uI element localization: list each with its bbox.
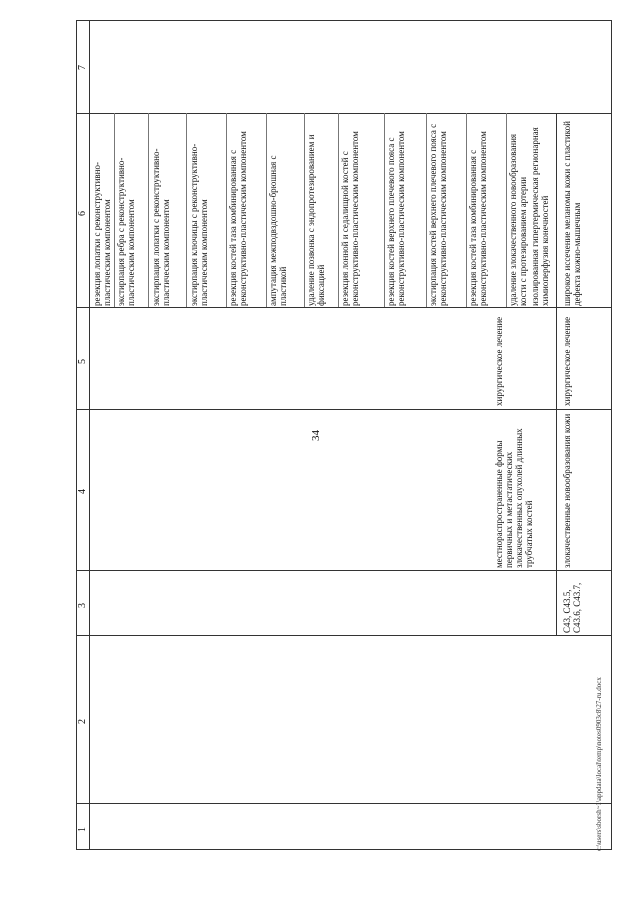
treatment-row1: хирургическое лечение: [494, 316, 504, 406]
method-divider: [226, 113, 227, 307]
column-divider-3-2: [76, 635, 612, 636]
method-item: экстирпация ключицы с реконструктивно-пластическим компонентом: [189, 143, 209, 306]
method-item: экстирпация лопатки с реконструктивно-пластическим компонентом: [151, 148, 171, 306]
method-divider: [384, 113, 385, 307]
method-item: резекция костей таза комбинированная с реконструктивно-пластическим компонентом: [468, 131, 488, 306]
method-divider: [266, 113, 267, 307]
page-number: 34: [310, 430, 322, 441]
method-item: изолированная гипертермическая регионарная химиоперфузия конечностей: [530, 127, 550, 306]
method-item: экстирпация ребра с реконструктивно-пластическим компонентом: [116, 157, 136, 306]
method-item: резекция лопатки с реконструктивно-пластическим компонентом: [92, 162, 112, 306]
codes-row2: C43, C43.5, C43.6, C43.7,: [562, 582, 582, 633]
method-item: удаление злокачественного новообразования кости с протезированием артерии: [508, 133, 528, 306]
description-row2: злокачественные новообразования кожи: [562, 413, 572, 568]
column-number-2: 2: [77, 719, 88, 724]
method-divider: [186, 113, 187, 307]
method-item: резекция костей верхнего плечевого пояса с реконструктивно-пластическим компонентом: [386, 131, 406, 306]
column-number-3: 3: [77, 603, 88, 608]
row-divider: [556, 113, 557, 635]
column-divider-7-6: [76, 113, 612, 114]
method-divider: [338, 113, 339, 307]
column-number-6: 6: [77, 211, 88, 216]
column-number-4: 4: [77, 489, 88, 494]
table-border-left: [76, 20, 77, 850]
header-strip-divider: [89, 20, 90, 850]
table-border-bottom: [76, 849, 612, 850]
method-item: удаление позвонка с эндопротезированием и фиксацией: [306, 134, 326, 306]
method-divider: [466, 113, 467, 307]
method-divider: [506, 113, 507, 307]
method-divider: [148, 113, 149, 307]
method-item: резекция костей таза комбинированная с реконструктивно-пластическим компонентом: [228, 131, 248, 306]
column-divider-5-4: [76, 409, 612, 410]
method-item: экстирпация костей верхнего плечевого пояса с реконструктивно-пластическим компонентом: [428, 123, 448, 306]
method-divider: [114, 113, 115, 307]
column-number-7: 7: [77, 65, 88, 70]
method-row2: широкое иссечение меланомы кожи с пластикой дефекта кожно-мышечным: [562, 121, 582, 306]
column-number-1: 1: [77, 827, 88, 832]
footer-file-path: c:\users\sborsh~1\appdata\local\temp\notes0903c8\27-ru.docx: [595, 677, 603, 851]
column-divider-4-3: [76, 570, 612, 571]
description-row1: местнораспространенные формы первичных и метастатических злокачественных опухолей длинных трубчатых костей: [494, 428, 534, 568]
method-item: резекция лонной и седалищной костей с реконструктивно-пластическим компонентом: [340, 131, 360, 306]
column-number-5: 5: [77, 359, 88, 364]
table-border-right: [611, 20, 612, 850]
method-divider: [426, 113, 427, 307]
method-divider: [304, 113, 305, 307]
method-item: ампутация межподвздошно-брюшная с пластикой: [268, 155, 288, 306]
column-divider-6-5: [76, 307, 612, 308]
table-border-top: [76, 20, 612, 21]
treatment-table: [76, 20, 612, 850]
treatment-row2: хирургическое лечение: [562, 316, 572, 406]
column-divider-2-1: [76, 803, 612, 804]
